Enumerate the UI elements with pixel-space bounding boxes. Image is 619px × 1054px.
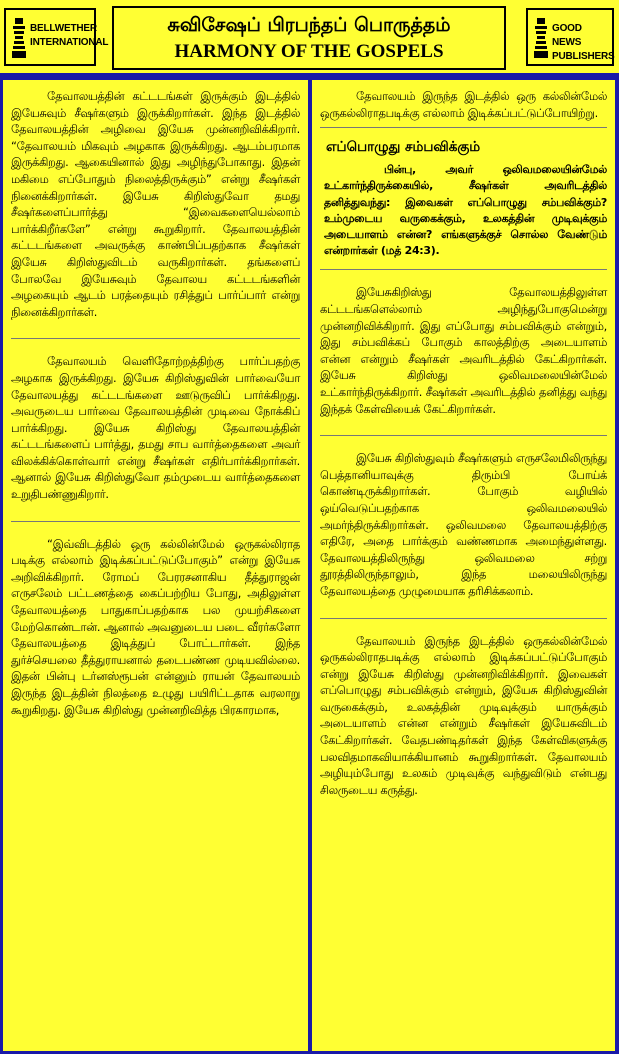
left-divider-1 <box>11 338 300 339</box>
page-title-tamil: சுவிசேஷப் பிரபந்தப் பொருத்தம் <box>167 14 451 36</box>
left-column <box>3 80 308 1051</box>
left-logo-line1: BELLWETHER <box>30 23 97 34</box>
right-paragraph-3: தேவாலயம் இருந்த இடத்தில் ஒருகல்லின்மேல் ஒருகல்லிராதபடிக்கு எல்லாம் இடிக்கப்பட்டுப்போகும் என்று இயேசு கிறிஸ்து முன்னறிவிக்கிறார். இவைகள் எப்பொழுது சம்பவிக்கும் என்றும், இயேசு கிறிஸ்துவின் வருகைக்கும், உலகத்தின் முடிவுக்கும் யாருக்கும் அடையாளம் என்ன என்றும் சீஷர்கள் இயேசுவிடம் கேட்கிறார்கள். வேதபண்டிதர்கள் இந்த கேள்விகளுக்கு பலவிதமாகவியாக்கியானம் கூறுகிறார்கள். தேவாலயம் அழியும்போது உலகம் முடிவுக்கு வந்துவிடும் என்பது சிலருடைய கருத்து. <box>320 633 607 797</box>
good-news-mark-icon <box>534 16 548 60</box>
right-logo-line2: PUBLISHERS <box>552 51 615 62</box>
section-heading: எப்பொழுது சம்பவிக்கும் <box>326 139 481 156</box>
right-paragraph-continued: தேவாலயம் இருந்த இடத்தில் ஒரு கல்லின்மேல் ஒருகல்லிராதபடிக்கு எல்லாம் இடிக்கப்பட்டுப்போயிற்று. <box>320 89 607 120</box>
right-paragraph-2: இயேசு கிறிஸ்துவும் சீஷர்களும் எருசலேமிலிருந்து பெத்தானியாவுக்கு திரும்பி போய்க் கொண்டிருக்கிறார்கள். போகும் வழியில் ஒய்வெடுப்பதற்காக ஒலிவமலையில் அமர்ந்திருக்கிறார்கள். ஒலிவமலை தேவாலயத்திற்கு எதிரே, அதை பார்க்கும் வண்ணமாக அமைந்துள்ளது. தேவாலயத்திலிருந்து ஒலிவமலை சற்று தூரத்திலிருந்தாலும், இந்த மலையிலிருந்து தேவாலயத்தை முழுமையாக தரிசிக்கலாம். <box>320 451 607 598</box>
left-divider-2 <box>11 521 300 522</box>
bellwether-mark-icon <box>12 16 26 60</box>
left-logo-line2: INTERNATIONAL <box>30 37 109 48</box>
right-divider-3 <box>320 618 607 619</box>
right-divider-2 <box>320 435 607 436</box>
right-divider-1 <box>320 269 607 270</box>
scripture-quote: பின்பு, அவர் ஒலிவமலையின்மேல் உட்கார்ந்திருக்கையில், சீஷர்கள் அவரிடத்தில் தனித்துவந்து: இவைகள் எப்பொழுது சம்பவிக்கும்? உம்முடைய வருகைக்கும், உலகத்தின் முடிவுக்கும் அடையாளம் என்ன? எங்களுக்குச் சொல்ல வேண்டும் என்றார்கள் (மத் 24:3). <box>324 163 607 258</box>
good-news-logo <box>526 8 614 66</box>
left-paragraph-2: தேவாலயம் வெளிதோற்றத்திற்கு பார்ப்பதற்கு அழகாக இருக்கிறது. இயேசு கிறிஸ்துவின் பார்வையோ தேவாலயத்து கட்டடங்களை ஊடுருவிப் பார்க்கிறது. அவருடைய பார்வை தேவாலயத்தின் முடிவை நோக்கிப் பார்க்கிறது. இயேசு கிறிஸ்து தேவாலயத்தின் கட்டடங்களைப் பார்த்து, தமது சாப வார்த்தைகளை அவர் விலக்கிக்கொள்வார் என்று சீஷர்கள் எதிர்பார்க்கிறார்கள். ஆனால் இயேசு கிறிஸ்துவோ தம்முடைய வார்த்தைகளை உறுதிபண்ணுகிறார். <box>11 354 300 502</box>
bellwether-logo <box>4 8 109 66</box>
left-paragraph-1: தேவாலயத்தின் கட்டடங்கள் இருக்கும் இடத்தில் இயேசுவும் சீஷர்களும் இருக்கிறார்கள். இந்த இடத்தில் தேவாலயத்தின் அழிவை இயேசு முன்னறிவிக்கிறார். “தேவாலயம் மிகவும் அழகாக இருக்கிறது. ஆடம்பரமாக இருக்கிறது. ஆகையினால் இது அழிந்துபோகாது. இதன் மகிமை எப்போதும் நிலைத்திருக்கும்” என்று சீஷர்கள் நினைக்கிறார்கள். இயேசு கிறிஸ்துவோ தமது சீஷர்களைப்பார்த்து “இவைகளையெல்லாம் பார்க்கிறீர்களே” என்று கூறுகிறார். தேவாலயத்தின் கட்டடங்களை அவருக்கு காண்பிப்பதற்காக சீஷர்கள் இயேசு கிறிஸ்துவிடம் வருகிறார்கள். தங்களைப் போலவே இயேசுவும் தேவாலய கட்டடங்களின் அழகையும் ஆடம் பரத்தையும் ரசித்துப் பார்ப்பார் என்று நினைக்கிறார்கள். <box>11 89 300 319</box>
left-paragraph-3: “இவ்விடத்தில் ஒரு கல்லின்மேல் ஒருகல்லிராத படிக்கு எல்லாம் இடிக்கப்பட்டுப்போகும்” என்று இயேசு அறிவிக்கிறார். ரோமப் பேரரசனாகிய தீத்துராஜன் எருசலேம் பட்டணத்தை கைப்பற்றிய போது, அதிலுள்ள தேவாலயத்தை பாதுகாப்பதற்காக பல முயற்சிகளை மேற்கொண்டான். ஆனால் அவனுடைய படை வீரர்களோ தேவாலயத்தை இடித்துப் போட்டார்கள். இந்த துர்ச்செயலை தீத்துராயனால் தடைபண்ண முடியவில்லை. இதன் பின்பு டர்னஸ்ரூபன் என்னும் ராயன் தேவாலயம் இருந்த இடத்தின் நிலத்தை உழுது பயிரிட்டதாக வரலாறு கூறுகிறது. இயேசு கிறிஸ்து முன்னறிவித்த பிரகாரமாக, <box>11 536 300 717</box>
right-divider-0 <box>320 127 607 128</box>
page-title-english: HARMONY OF THE GOSPELS <box>174 41 444 62</box>
right-paragraph-1: இயேசுகிறிஸ்து தேவாலயத்திலுள்ள கட்டடங்களெல்லாம் அழிந்துபோகுமென்று முன்னறிவிக்கிறார். இது எப்போது சம்பவிக்கும் என்றும், இது சம்பவிக்கப் போகும் காலத்திற்கு அடையாளம் என்ன என்றும் சீஷர்கள் அவரிடத்தில் கேட்கிறார்கள். இயேசு கிறிஸ்து ஒலிவமலையின்மேல் உட்கார்ந்திருக்கிறார். சீஷர்கள் அவரிடத்தில் தனித்து வந்து இந்தக் கேள்வியைக் கேட்கிறார்கள். <box>320 285 607 416</box>
right-column <box>312 80 615 1051</box>
header-banner <box>0 0 619 76</box>
title-box <box>112 6 506 70</box>
right-logo-line1: GOOD NEWS <box>552 23 582 48</box>
